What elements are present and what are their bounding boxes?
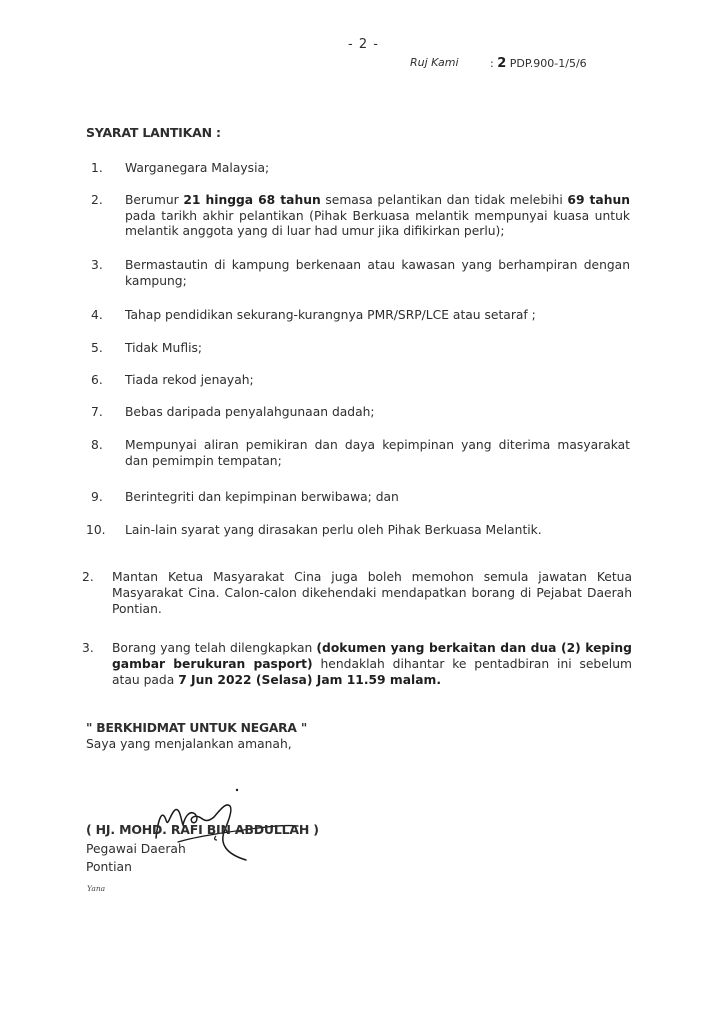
item-number: 1. (91, 161, 103, 175)
signatory-title: Pegawai Daerah (86, 842, 186, 856)
item-text: Bebas daripada penyalahgunaan dadah; (125, 405, 375, 419)
typist-initials: Yana (87, 884, 106, 893)
age-range: 21 hingga 68 tahun (183, 193, 321, 207)
item-number: 5. (91, 341, 103, 355)
item-text: Mempunyai aliran pemikiran dan daya kepimpinan yang diterima masyarakat dan pemimpin tempatan; (125, 438, 630, 468)
reference-value: PDP.900-1/5/6 (509, 57, 587, 70)
motto: " BERKHIDMAT UNTUK NEGARA " (86, 721, 308, 735)
item-text: Tidak Muflis; (125, 341, 203, 355)
item-text: Warganegara Malaysia; (125, 161, 270, 175)
item-text: Lain-lain syarat yang dirasakan perlu oleh Pihak Berkuasa Melantik. (125, 523, 542, 537)
item-number: 8. (91, 438, 103, 452)
deadline: 7 Jun 2022 (Selasa) Jam 11.59 malam. (178, 672, 441, 687)
text-run: Berumur (125, 193, 184, 207)
paragraph-number: 2. (82, 570, 94, 584)
text-run: pada tarikh akhir pelantikan (Pihak Berkuasa melantik mempunyai kuasa untuk melantik anggota yang di luar had umur jika difikirkan perlu); (125, 208, 630, 238)
item-text: Tiada rekod jenayah; (125, 373, 254, 387)
item-text: Berintegriti dan kepimpinan berwibawa; dan (125, 490, 399, 504)
item-text: Bermastautin di kampung berkenaan atau kawasan yang berhampiran dengan kampung; (125, 258, 630, 288)
item-text: Tahap pendidikan sekurang-kurangnya PMR/SRP/LCE atau setaraf ; (125, 308, 536, 322)
signatory-place: Pontian (86, 860, 132, 874)
reference-label: Ruj Kami (410, 56, 459, 69)
text-run: semasa pelantikan dan tidak melebihi (320, 193, 568, 207)
item-number: 3. (91, 258, 103, 272)
item-number: 2. (91, 193, 103, 207)
reference-handwritten-digit: 2 (497, 56, 507, 71)
signatory-name: ( HJ. MOHD. RAFI BIN ABDULLAH ) (86, 822, 319, 837)
item-number: 4. (91, 308, 103, 322)
item-number: 6. (91, 373, 103, 387)
text-run: hendaklah dihantar ke pentadbiran ini sebelum atau pada (112, 656, 632, 687)
paragraph-number: 3. (82, 641, 94, 655)
requirements-heading: SYARAT LANTIKAN : (86, 125, 221, 140)
paragraph-text: Mantan Ketua Masyarakat Cina juga boleh memohon semula jawatan Ketua Masyarakat Cina. Calon-calon dikehendaki mendapatkan borang di Pejabat Daerah Pontian. (112, 570, 632, 616)
item-text (125, 193, 630, 240)
closing-line: Saya yang menjalankan amanah, (86, 737, 292, 751)
item-number: 10. (86, 523, 106, 537)
text-run: Borang yang telah dilengkapkan (112, 641, 317, 655)
reference-prefix: : (490, 57, 494, 70)
paragraph-text (112, 641, 632, 688)
reference-number (490, 56, 587, 71)
item-number: 9. (91, 490, 103, 504)
item-number: 7. (91, 405, 103, 419)
page-number: - 2 - (348, 37, 379, 52)
max-age: 69 tahun (567, 193, 630, 207)
required-documents: (dokumen yang berkaitan dan dua (2) keping gambar berukuran pasport) (112, 641, 632, 671)
